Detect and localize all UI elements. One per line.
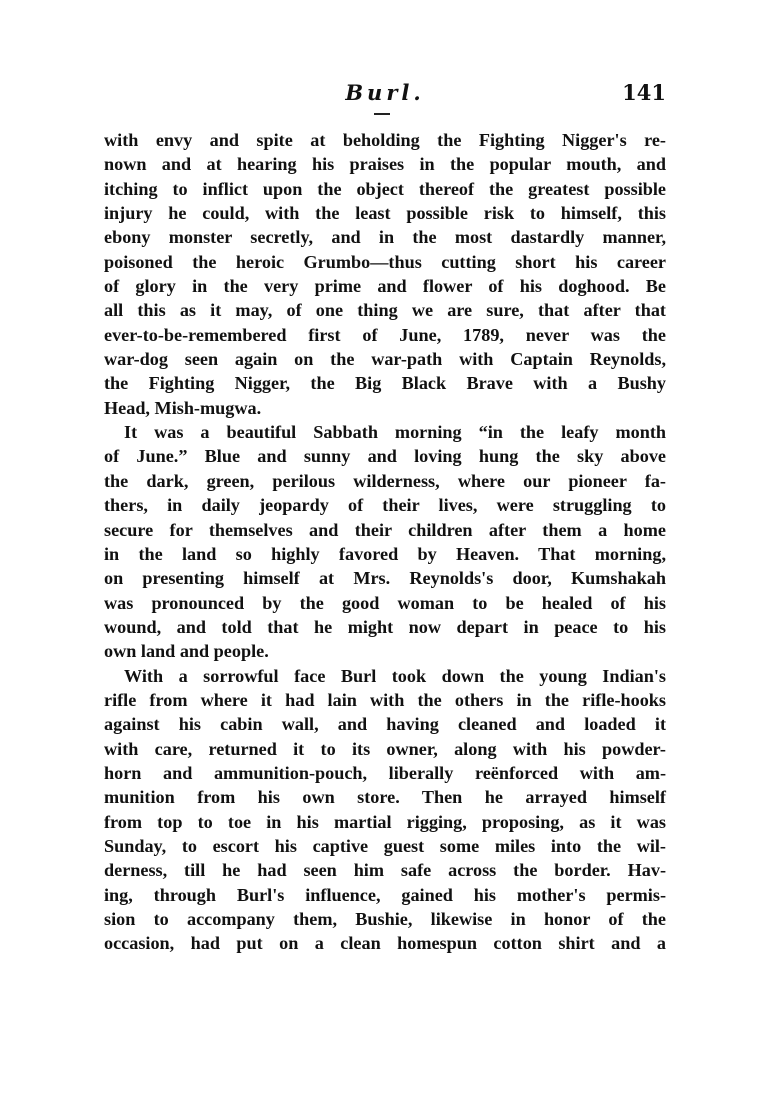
body-text (104, 128, 666, 956)
text-line: was pronounced by the good woman to be healed of his (104, 592, 666, 613)
text-line: itching to inflict upon the object thereof the greatest possible (104, 178, 666, 199)
text-line: injury he could, with the least possible risk to himself, this (104, 203, 666, 224)
paragraph-1 (104, 128, 666, 420)
text-line: It was a beautiful Sabbath morning “in the leafy month (124, 422, 666, 443)
text-line: of glory in the very prime and flower of his doghood. Be (104, 276, 666, 297)
text-line: on presenting himself at Mrs. Reynolds's door, Kumshakah (104, 568, 666, 589)
text-line: Sunday, to escort his captive guest some miles into the wil- (104, 835, 666, 856)
text-line: the Fighting Nigger, the Big Black Brave with a Bushy (104, 373, 666, 394)
text-line: ebony monster secretly, and in the most dastardly manner, (104, 227, 666, 248)
text-line: with envy and spite at beholding the Fighting Nigger's re- (104, 130, 666, 150)
text-line: rifle from where it had lain with the others in the rifle-hooks (104, 689, 666, 710)
text-line: from top to toe in his martial rigging, proposing, as it was (104, 811, 666, 832)
text-line: poisoned the heroic Grumbo—thus cutting short his career (104, 251, 666, 272)
text-line: own land and people. (104, 641, 269, 662)
text-line: nown and at hearing his praises in the popular mouth, and (104, 154, 666, 175)
paragraph-3 (104, 664, 666, 956)
text-line: all this as it may, of one thing we are sure, that after that (104, 300, 666, 321)
text-line: munition from his own store. Then he arrayed himself (104, 787, 666, 808)
paragraph-2 (104, 420, 666, 663)
page-number: 141 (622, 80, 666, 105)
text-line: occasion, had put on a clean homespun cotton shirt and a (104, 933, 666, 954)
text-line: wound, and told that he might now depart in peace to his (104, 616, 666, 637)
text-line: of June.” Blue and sunny and loving hung the sky above (104, 446, 666, 467)
text-line: Head, Mish-mugwa. (104, 397, 262, 418)
text-line: derness, till he had seen him safe across the border. Hav- (104, 860, 666, 881)
text-line: ing, through Burl's influence, gained his mother's permis- (104, 884, 666, 905)
text-line: With a sorrowful face Burl took down the young Indian's (124, 665, 666, 686)
title-rule (374, 113, 390, 115)
text-line: thers, in daily jeopardy of their lives, were struggling to (104, 495, 666, 516)
text-line: in the land so highly favored by Heaven. That morning, (104, 543, 666, 564)
text-line: war-dog seen again on the war-path with Captain Reynolds, (104, 349, 666, 370)
text-line: ever-to-be-remembered first of June, 1789, never was the (104, 324, 666, 345)
text-line: sion to accompany them, Bushie, likewise in honor of the (104, 909, 666, 929)
text-line: secure for themselves and their children after them a home (104, 519, 666, 540)
running-title: Burl. (345, 80, 425, 105)
text-line: against his cabin wall, and having cleaned and loaded it (104, 714, 666, 735)
running-head (104, 80, 666, 120)
text-line: with care, returned it to its owner, along with his powder- (104, 738, 666, 759)
text-line: horn and ammunition-pouch, liberally reënforced with am- (104, 762, 666, 783)
text-line: the dark, green, perilous wilderness, where our pioneer fa- (104, 470, 666, 491)
